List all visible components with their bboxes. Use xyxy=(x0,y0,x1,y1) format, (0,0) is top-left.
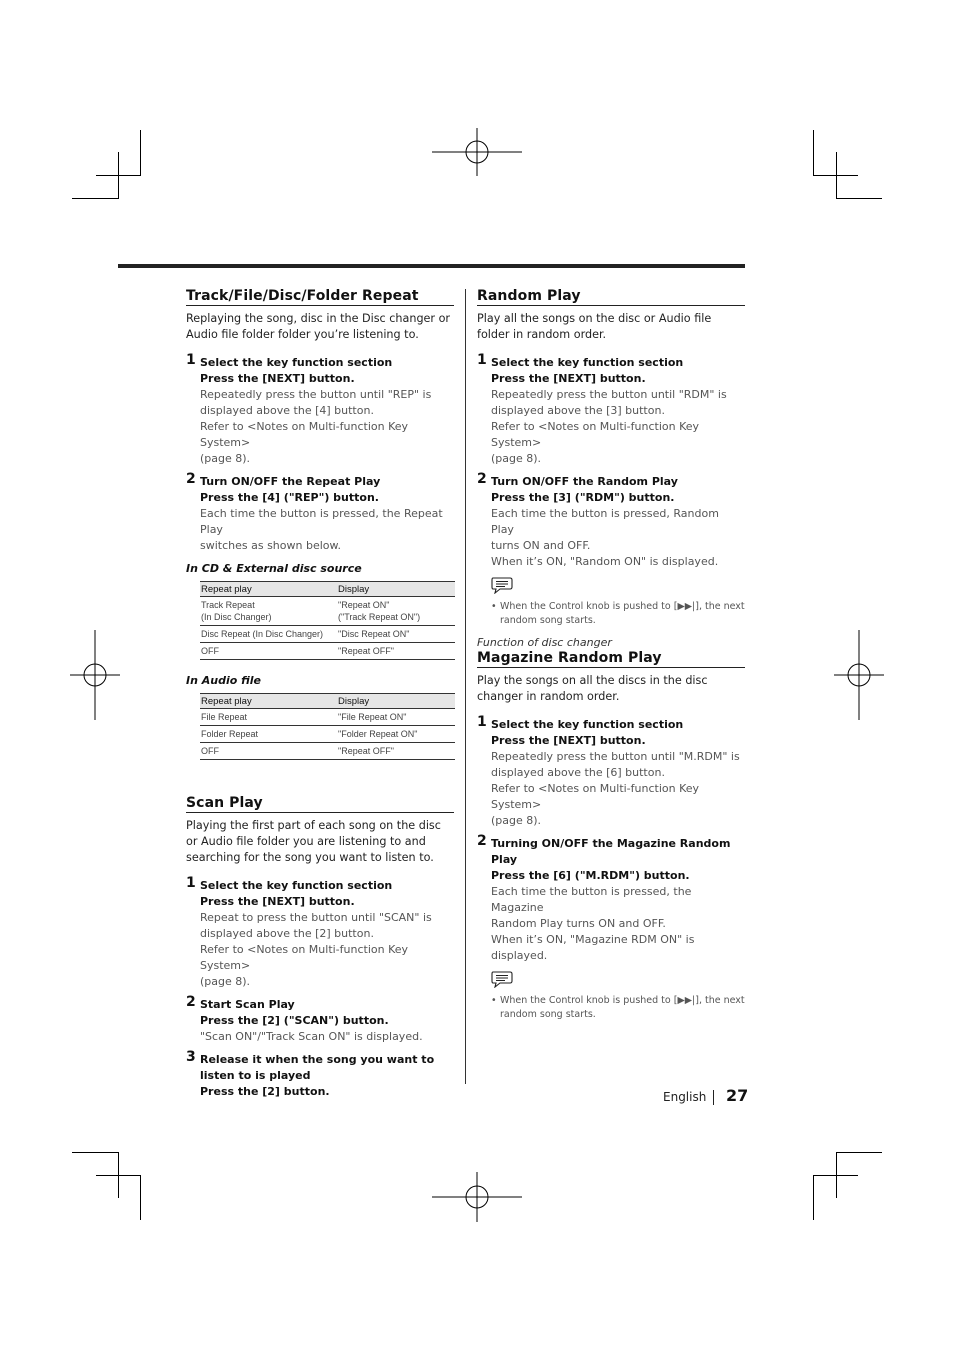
cell-line: (In Disc Changer) xyxy=(201,612,272,622)
step-action: Press the [NEXT] button. xyxy=(491,372,646,385)
step-number: 3 xyxy=(186,1049,196,1065)
step-title: Select the key function section xyxy=(491,718,684,731)
audio-repeat-table xyxy=(200,693,455,760)
table-cell: "File Repeat ON" xyxy=(337,709,455,726)
step-number: 1 xyxy=(186,352,196,368)
step-number: 2 xyxy=(186,471,196,487)
table-cell: OFF xyxy=(200,643,337,660)
left-column-lower xyxy=(186,795,454,1100)
step-desc: (page 8). xyxy=(200,975,251,988)
step-desc: (page 8). xyxy=(491,452,542,465)
left-column xyxy=(186,288,454,760)
cell-line: "Repeat ON" xyxy=(338,600,390,610)
step-desc: switches as shown below. xyxy=(200,539,341,552)
footer-language: English xyxy=(663,1090,707,1104)
table-row xyxy=(200,626,455,643)
step-title: Select the key function section xyxy=(200,879,393,892)
step-desc: displayed above the [6] button. xyxy=(491,766,665,779)
table-row xyxy=(200,726,455,743)
registration-target-right xyxy=(834,628,884,722)
step-desc: Each time the button is pressed, the Magazine xyxy=(491,885,692,914)
step-desc: (page 8). xyxy=(491,814,542,827)
step-number: 2 xyxy=(477,471,487,487)
table-cell: "Repeat OFF" xyxy=(337,643,455,660)
table-header: Repeat play xyxy=(200,582,337,597)
step-1 xyxy=(477,714,745,829)
registration-target-left xyxy=(70,628,120,722)
step-title: Turn ON/OFF the Random Play xyxy=(491,475,678,488)
step-number: 2 xyxy=(186,994,196,1010)
page-number: 27 xyxy=(726,1086,749,1105)
table-cell: Folder Repeat xyxy=(200,726,337,743)
step-desc: Random Play turns ON and OFF. xyxy=(491,917,666,930)
step-title: Release it when the song you want to listen to is played xyxy=(200,1053,435,1082)
step-desc: Each time the button is pressed, the Repeat Play xyxy=(200,507,443,536)
table-cell: "Repeat OFF" xyxy=(337,743,455,760)
table-row xyxy=(200,597,455,626)
step-desc: Repeatedly press the button until "REP" is xyxy=(200,388,432,401)
cell-line: Track Repeat xyxy=(201,600,255,610)
table-cell: File Repeat xyxy=(200,709,337,726)
note-line: When the Control knob is pushed to [▶▶|], the next xyxy=(500,995,745,1006)
note-line: When the Control knob is pushed to [▶▶|], the next xyxy=(500,601,745,612)
note-line: random song starts. xyxy=(500,1009,596,1020)
footer-separator xyxy=(713,1090,714,1105)
table-header: Repeat play xyxy=(200,694,337,709)
right-column xyxy=(477,288,745,628)
table-row xyxy=(200,709,455,726)
step-title: Start Scan Play xyxy=(200,998,295,1011)
table-row xyxy=(200,743,455,760)
step-1 xyxy=(186,352,454,467)
section-intro: Playing the first part of each song on the disc or Audio file folder you are listening to and searching for the song you want to listen to. xyxy=(186,819,441,864)
note-line: random song starts. xyxy=(500,615,596,626)
step-action: Press the [2] button. xyxy=(200,1085,330,1098)
table-header: Display xyxy=(337,694,455,709)
step-action: Press the [NEXT] button. xyxy=(200,372,355,385)
step-action: Press the [3] ("RDM") button. xyxy=(491,491,675,504)
step-action: Press the [6] ("M.RDM") button. xyxy=(491,869,690,882)
column-divider xyxy=(465,289,466,1084)
table-cell: "Disc Repeat ON" xyxy=(337,626,455,643)
cd-table-label: In CD & External disc source xyxy=(186,562,362,575)
table-cell: Disc Repeat (In Disc Changer) xyxy=(200,626,337,643)
step-title: Turning ON/OFF the Magazine Random Play xyxy=(491,837,731,866)
step-2 xyxy=(477,833,745,964)
note-text: • When the Control knob is pushed to [▶▶|], the next random song starts. xyxy=(491,995,745,1020)
step-1 xyxy=(477,352,745,467)
step-desc: (page 8). xyxy=(200,452,251,465)
step-desc: Refer to <Notes on Multi-function Key System> xyxy=(491,420,700,449)
section-intro: Replaying the song, disc in the Disc changer or Audio file folder folder you’re listening to. xyxy=(186,312,451,341)
step-title: Turn ON/OFF the Repeat Play xyxy=(200,475,381,488)
step-action: Press the [NEXT] button. xyxy=(200,895,355,908)
step-desc: Repeatedly press the button until "M.RDM" is xyxy=(491,750,740,763)
header-rule xyxy=(118,264,745,268)
step-action: Press the [NEXT] button. xyxy=(491,734,646,747)
cell-line: ("Track Repeat ON") xyxy=(338,612,421,622)
section-heading: Random Play xyxy=(477,288,745,306)
step-3 xyxy=(186,1049,454,1100)
step-action: Press the [2] ("SCAN") button. xyxy=(200,1014,389,1027)
step-desc: Refer to <Notes on Multi-function Key System> xyxy=(200,943,409,972)
step-desc: Repeat to press the button until "SCAN" is xyxy=(200,911,432,924)
step-desc: Repeatedly press the button until "RDM" is xyxy=(491,388,727,401)
step-desc: Refer to <Notes on Multi-function Key System> xyxy=(200,420,409,449)
table-header-row xyxy=(200,694,455,709)
section-intro: Play all the songs on the disc or Audio file folder in random order. xyxy=(477,312,712,341)
section-heading: Magazine Random Play xyxy=(477,650,745,668)
step-title: Select the key function section xyxy=(491,356,684,369)
cd-repeat-table xyxy=(200,581,455,660)
table-row xyxy=(200,643,455,660)
step-desc: Each time the button is pressed, Random Play xyxy=(491,507,719,536)
registration-target-bottom xyxy=(430,1172,524,1222)
repeat-section xyxy=(186,288,454,760)
step-number: 1 xyxy=(186,875,196,891)
step-desc: When it’s ON, "Random ON" is displayed. xyxy=(491,555,719,568)
step-title: Select the key function section xyxy=(200,356,393,369)
step-desc: displayed above the [2] button. xyxy=(200,927,374,940)
step-desc: "Scan ON"/"Track Scan ON" is displayed. xyxy=(200,1030,423,1043)
step-action: Press the [4] ("REP") button. xyxy=(200,491,379,504)
step-number: 1 xyxy=(477,714,487,730)
table-cell xyxy=(337,597,455,626)
registration-target-top xyxy=(430,128,524,176)
step-1 xyxy=(186,875,454,990)
section-intro: Play the songs on all the discs in the disc changer in random order. xyxy=(477,674,708,703)
random-section xyxy=(477,288,745,628)
scan-section xyxy=(186,795,454,1100)
table-header-row xyxy=(200,582,455,597)
step-desc: When it’s ON, "Magazine RDM ON" is displayed. xyxy=(491,933,695,962)
step-desc: displayed above the [3] button. xyxy=(491,404,665,417)
note-icon xyxy=(491,970,513,988)
audio-table-label: In Audio file xyxy=(186,674,262,687)
step-desc: Refer to <Notes on Multi-function Key System> xyxy=(491,782,700,811)
note-icon xyxy=(491,576,513,594)
section-heading: Track/File/Disc/Folder Repeat xyxy=(186,288,454,306)
section-heading: Scan Play xyxy=(186,795,454,813)
table-cell: "Folder Repeat ON" xyxy=(337,726,455,743)
magazine-section xyxy=(477,636,745,1022)
function-label: Function of disc changer xyxy=(477,636,612,649)
step-desc: turns ON and OFF. xyxy=(491,539,591,552)
table-cell xyxy=(200,597,337,626)
step-2 xyxy=(186,994,454,1045)
step-number: 2 xyxy=(477,833,487,849)
step-desc: displayed above the [4] button. xyxy=(200,404,374,417)
step-2 xyxy=(477,471,745,570)
note-text: • When the Control knob is pushed to [▶▶|], the next random song starts. xyxy=(491,601,745,626)
table-cell: OFF xyxy=(200,743,337,760)
right-column-lower xyxy=(477,636,745,1022)
table-header: Display xyxy=(337,582,455,597)
step-2 xyxy=(186,471,454,554)
step-number: 1 xyxy=(477,352,487,368)
